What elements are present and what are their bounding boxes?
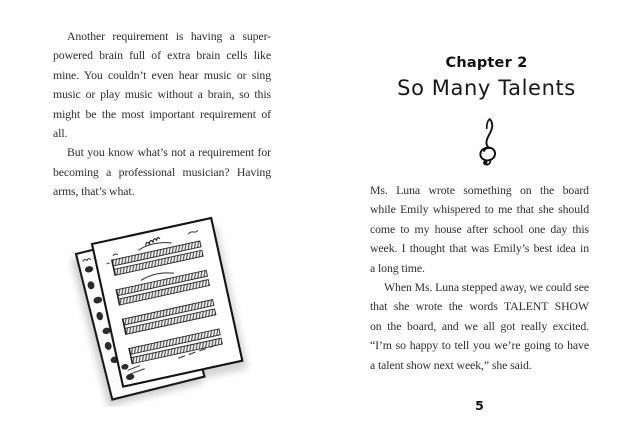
text-line: on the board, and we all got really excited. bbox=[370, 318, 589, 333]
text-line: But you know what’s not a requirement for bbox=[67, 145, 271, 160]
text-line: Ms. Luna wrote something on the board bbox=[370, 183, 589, 197]
chapter-label: Chapter 2 bbox=[445, 55, 528, 71]
page-number: 5 bbox=[475, 398, 484, 413]
text-line: “I’m so happy to tell you we’re going to have bbox=[370, 338, 589, 353]
text-line: that she wrote the words TALENT SHOW bbox=[370, 299, 589, 314]
text-line: come to my house after school one day this bbox=[370, 221, 589, 236]
text-line: When Ms. Luna stepped away, we could see bbox=[384, 279, 589, 294]
text-line: while Emily whispered to me that she should bbox=[370, 202, 589, 217]
text-line: powered brain full of extra brain cells like bbox=[53, 48, 271, 63]
text-line: a talent show next week,” she said. bbox=[370, 357, 532, 372]
sheet-music-illustration bbox=[48, 212, 263, 407]
treble-clef-icon bbox=[472, 113, 502, 167]
text-line: week. I thought that was Emily’s best idea in bbox=[370, 241, 589, 256]
text-line: music or play music without a brain, so this bbox=[53, 87, 271, 102]
right-page-text bbox=[370, 181, 589, 375]
chapter-ornament bbox=[374, 112, 599, 168]
text-line: mine. You couldn’t even hear music or sing bbox=[53, 67, 271, 82]
text-line: arms, that’s what. bbox=[53, 184, 135, 199]
text-line: all. bbox=[53, 125, 68, 140]
text-line: Another requirement is having a super- bbox=[67, 29, 271, 43]
text-line: a long time. bbox=[370, 260, 425, 275]
left-page-text bbox=[53, 27, 271, 202]
chapter-title: So Many Talents bbox=[397, 76, 576, 100]
text-line: becoming a professional musician? Having bbox=[53, 164, 271, 179]
text-line: might be the most important requirement of bbox=[53, 106, 271, 121]
